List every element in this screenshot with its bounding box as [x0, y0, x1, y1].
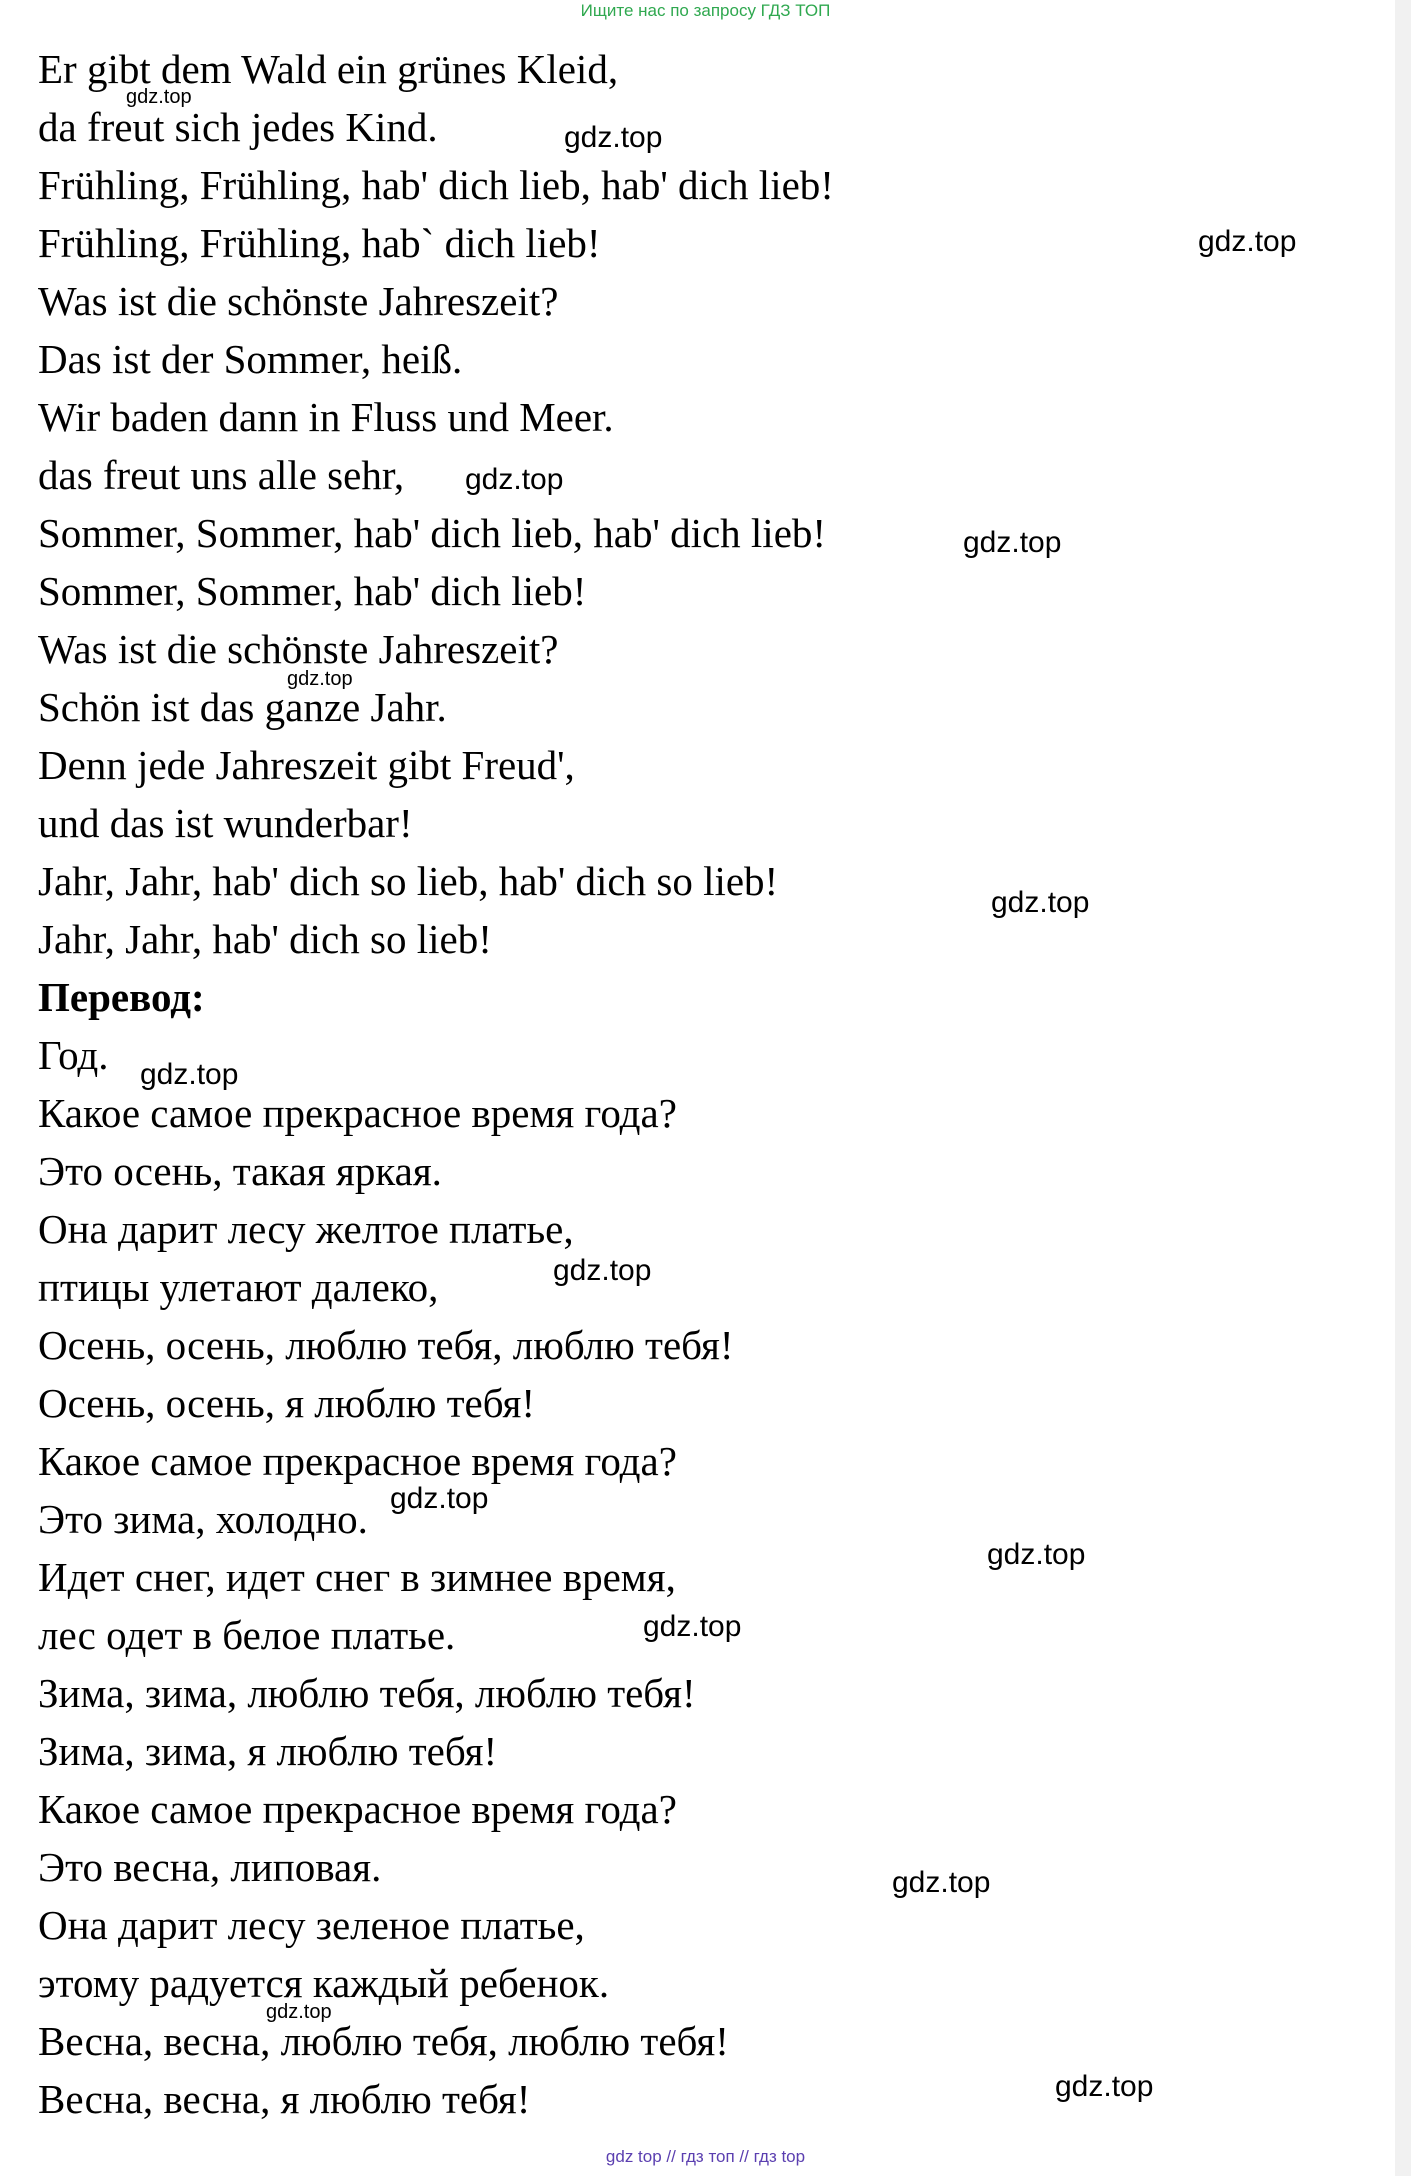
russian-line: Год.	[38, 1032, 109, 1078]
top-banner: Ищите нас по запросу ГДЗ ТОП	[580, 1, 831, 20]
russian-line: Какое самое прекрасное время года?	[38, 1786, 677, 1832]
footer-links[interactable]: gdz top // гдз топ // гдз top	[605, 2147, 806, 2166]
russian-line: Осень, осень, люблю тебя, люблю тебя!	[38, 1322, 734, 1368]
russian-line: этому радуется каждый ребенок.	[38, 1960, 610, 2006]
russian-line: Она дарит лесу зеленое платье,	[38, 1902, 585, 1948]
german-line: Er gibt dem Wald ein grünes Kleid,	[38, 46, 619, 92]
german-line: Denn jede Jahreszeit gibt Freud',	[38, 742, 575, 788]
german-line: Frühling, Frühling, hab` dich lieb!	[38, 220, 601, 266]
watermark: gdz.top	[390, 1482, 489, 1515]
german-line: Jahr, Jahr, hab' dich so lieb!	[38, 916, 492, 962]
german-line: Schön ist das ganze Jahr.	[38, 684, 447, 730]
watermark: gdz.top	[963, 526, 1062, 559]
german-line: Was ist die schönste Jahreszeit?	[38, 626, 559, 672]
russian-line: Идет снег, идет снег в зимнее время,	[38, 1554, 676, 1600]
german-line: und das ist wunderbar!	[38, 800, 413, 846]
german-line: da freut sich jedes Kind.	[38, 104, 438, 150]
russian-line: Какое самое прекрасное время года?	[38, 1438, 677, 1484]
russian-line: Это весна, липовая.	[38, 1844, 382, 1890]
russian-line: Какое самое прекрасное время года?	[38, 1090, 677, 1136]
russian-line: птицы улетают далеко,	[38, 1264, 439, 1310]
watermark: gdz.top	[1198, 225, 1297, 258]
german-line: Wir baden dann in Fluss und Meer.	[38, 394, 614, 440]
russian-line: Зима, зима, я люблю тебя!	[38, 1728, 498, 1774]
watermark: gdz.top	[1055, 2070, 1154, 2103]
russian-line: Это зима, холодно.	[38, 1496, 368, 1542]
watermark: gdz.top	[553, 1254, 652, 1287]
russian-line: Она дарит лесу желтое платье,	[38, 1206, 574, 1252]
russian-line: лес одет в белое платье.	[38, 1612, 456, 1658]
scrollbar-track[interactable]	[1395, 0, 1411, 2176]
german-line: Was ist die schönste Jahreszeit?	[38, 278, 559, 324]
german-line: Jahr, Jahr, hab' dich so lieb, hab' dich so lieb!	[38, 858, 779, 904]
german-line: Sommer, Sommer, hab' dich lieb, hab' dich lieb!	[38, 510, 827, 556]
watermark: gdz.top	[892, 1866, 991, 1899]
watermark: gdz.top	[126, 86, 192, 108]
russian-line: Весна, весна, я люблю тебя!	[38, 2076, 531, 2122]
watermark: gdz.top	[266, 2001, 332, 2023]
german-line: Frühling, Frühling, hab' dich lieb, hab' dich lieb!	[38, 162, 834, 208]
watermark: gdz.top	[987, 1538, 1086, 1571]
russian-line: Это осень, такая яркая.	[38, 1148, 442, 1194]
watermark: gdz.top	[140, 1058, 239, 1091]
watermark: gdz.top	[287, 668, 353, 690]
russian-line: Зима, зима, люблю тебя, люблю тебя!	[38, 1670, 696, 1716]
german-line: das freut uns alle sehr,	[38, 452, 405, 498]
russian-line: Весна, весна, люблю тебя, люблю тебя!	[38, 2018, 729, 2064]
watermark: gdz.top	[643, 1610, 742, 1643]
translation-heading: Перевод:	[38, 974, 205, 1020]
german-line: Das ist der Sommer, heiß.	[38, 336, 463, 382]
watermark: gdz.top	[991, 886, 1090, 919]
watermark: gdz.top	[564, 121, 663, 154]
watermark: gdz.top	[465, 463, 564, 496]
russian-line: Осень, осень, я люблю тебя!	[38, 1380, 536, 1426]
german-line: Sommer, Sommer, hab' dich lieb!	[38, 568, 587, 614]
